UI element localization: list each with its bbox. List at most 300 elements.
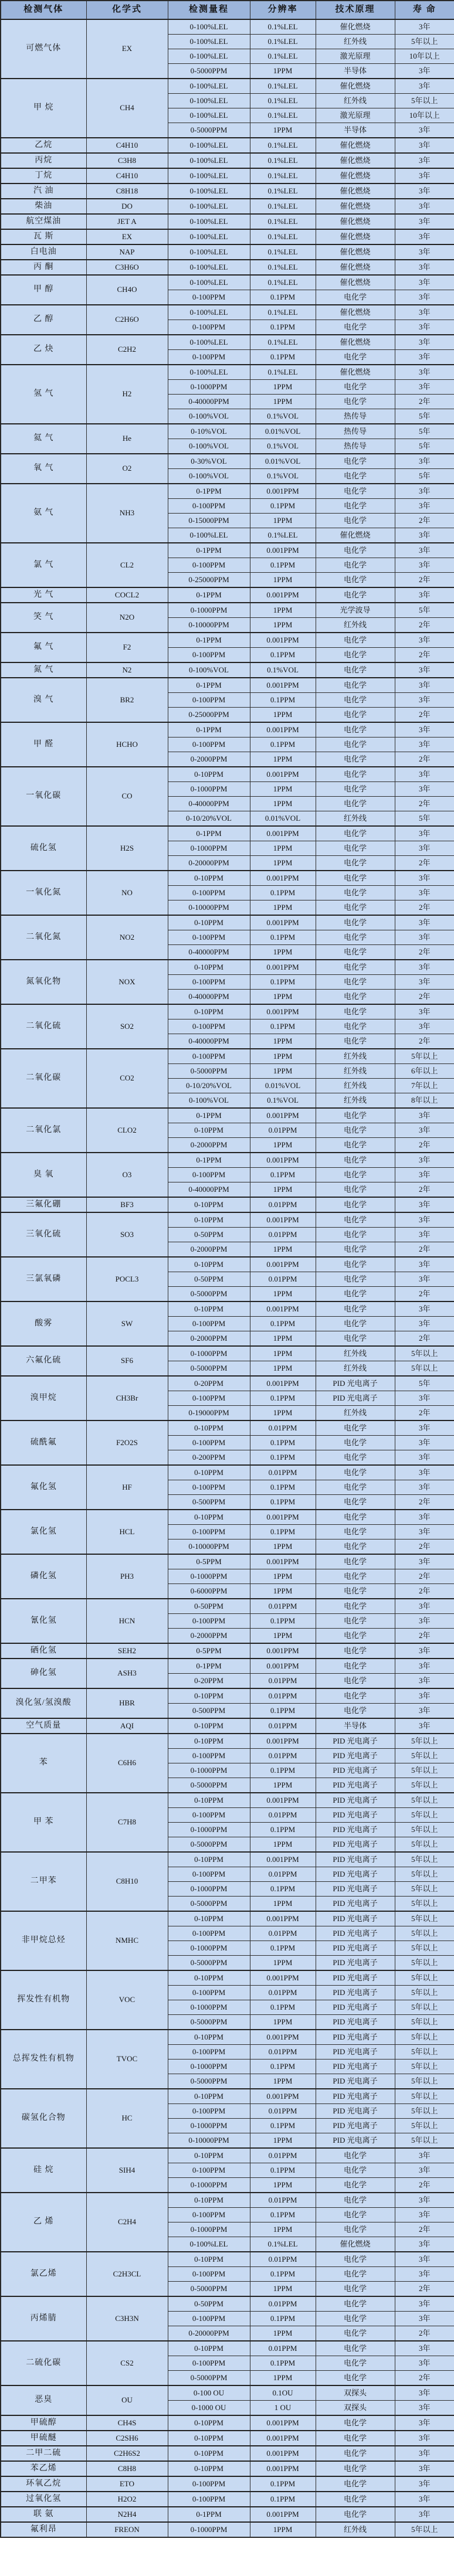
table-row (1, 183, 454, 199)
formula-cell: ETO (86, 2476, 168, 2492)
formula-cell: VOC (86, 1970, 168, 2030)
principle-cell: 电化学 (316, 1317, 395, 1331)
gas-name-cell: 六氟化硫 (1, 1346, 86, 1376)
lifespan-cell: 3年 (395, 1554, 454, 1569)
formula-cell: CH4O (86, 275, 168, 305)
lifespan-cell: 3年 (395, 633, 454, 648)
range-cell: 0-50PPM (168, 1272, 250, 1287)
resolution-cell: 0.01%VOL (250, 454, 316, 469)
lifespan-cell: 2年 (395, 900, 454, 916)
resolution-cell: 1PPM (250, 782, 316, 797)
gas-name-cell: 氧 气 (1, 454, 86, 484)
resolution-cell: 0.01%VOL (250, 424, 316, 439)
range-cell: 0-100PPM (168, 1867, 250, 1882)
table-row (1, 2492, 454, 2507)
table-row (1, 365, 454, 380)
range-cell: 0-500PPM (168, 1495, 250, 1510)
table-row (1, 2461, 454, 2476)
principle-cell: PID 光电离子 (316, 1778, 395, 1793)
principle-cell: 催化燃烧 (316, 275, 395, 290)
lifespan-cell: 3年 (395, 1643, 454, 1659)
formula-cell: DO (86, 199, 168, 214)
gas-name-cell: 碳氢化合物 (1, 2089, 86, 2148)
principle-cell: 催化燃烧 (316, 79, 395, 94)
table-row (1, 229, 454, 244)
principle-cell: 红外线 (316, 1093, 395, 1109)
lifespan-cell: 2年 (395, 708, 454, 723)
lifespan-cell: 5年以上 (395, 35, 454, 49)
principle-cell: 电化学 (316, 1674, 395, 1689)
lifespan-cell: 2年 (395, 1182, 454, 1198)
formula-cell: C8H10 (86, 1852, 168, 1911)
resolution-cell: 0.001PPM (250, 1659, 316, 1674)
range-cell: 0-5000PPM (168, 2371, 250, 2386)
range-cell: 0-10PPM (168, 2341, 250, 2356)
formula-cell: NAP (86, 244, 168, 260)
formula-cell: CO (86, 767, 168, 826)
table-row (1, 662, 454, 678)
principle-cell: 电化学 (316, 454, 395, 469)
gas-name-cell: 挥发性有机物 (1, 1970, 86, 2030)
range-cell: 0-1000PPM (168, 1823, 250, 1837)
principle-cell: 电化学 (316, 782, 395, 797)
gas-name-cell: 臭 氧 (1, 1153, 86, 1197)
resolution-cell: 0.1PPM (250, 2492, 316, 2507)
range-cell: 0-10/20%VOL (168, 1079, 250, 1093)
lifespan-cell: 3年 (395, 722, 454, 738)
header-lifespan: 寿 命 (395, 1, 454, 19)
range-cell: 0-1000PPM (168, 2178, 250, 2193)
principle-cell: PID 光电离子 (316, 2119, 395, 2133)
lifespan-cell: 3年 (395, 1168, 454, 1182)
resolution-cell: 0.01PPM (250, 1986, 316, 2000)
gas-name-cell: 联 氨 (1, 2507, 86, 2522)
gas-name-cell: 二氧化碳 (1, 1049, 86, 1108)
resolution-cell: 0.001PPM (250, 1108, 316, 1123)
range-cell: 0-1000PPM (168, 2000, 250, 2015)
range-cell: 0-200PPM (168, 1450, 250, 1466)
principle-cell: 电化学 (316, 2296, 395, 2312)
resolution-cell: 0.1PPM (250, 1495, 316, 1510)
resolution-cell: 0.001PPM (250, 678, 316, 693)
principle-cell: 电化学 (316, 633, 395, 648)
range-cell: 0-10PPM (168, 2446, 250, 2461)
principle-cell: 催化燃烧 (316, 365, 395, 380)
range-cell: 0-2000PPM (168, 752, 250, 767)
range-cell: 0-5000PPM (168, 64, 250, 79)
lifespan-cell: 2年 (395, 1034, 454, 1049)
range-cell: 0-100PPM (168, 1926, 250, 1941)
table-row (1, 1420, 454, 1436)
lifespan-cell: 2年 (395, 1287, 454, 1302)
resolution-cell: 0.01PPM (250, 2148, 316, 2163)
resolution-cell: 0.01PPM (250, 2193, 316, 2208)
lifespan-cell: 3年 (395, 1688, 454, 1704)
resolution-cell: 0.001PPM (250, 2030, 316, 2045)
lifespan-cell: 3年 (395, 1108, 454, 1123)
principle-cell: 电化学 (316, 1554, 395, 1569)
resolution-cell: 0.1%LEL (250, 108, 316, 123)
gas-name-cell: 二氧化氮 (1, 915, 86, 960)
principle-cell: 电化学 (316, 1688, 395, 1704)
resolution-cell: 0.01PPM (250, 1228, 316, 1242)
lifespan-cell: 3年 (395, 975, 454, 990)
resolution-cell: 0.1%VOL (250, 662, 316, 678)
gas-name-cell: 二氧化硫 (1, 1004, 86, 1049)
resolution-cell: 0.1PPM (250, 2000, 316, 2015)
table-row (1, 2089, 454, 2104)
table-row (1, 1376, 454, 1391)
range-cell: 0-100PPM (168, 2476, 250, 2492)
table-row (1, 1718, 454, 1734)
resolution-cell: 0.001PPM (250, 2446, 316, 2461)
resolution-cell: 1PPM (250, 603, 316, 618)
resolution-cell: 1PPM (250, 856, 316, 871)
principle-cell: PID 光电离子 (316, 1867, 395, 1882)
table-row (1, 454, 454, 469)
lifespan-cell: 3年 (395, 886, 454, 900)
table-row (1, 915, 454, 930)
table-row (1, 2193, 454, 2208)
table-header (1, 1, 454, 19)
resolution-cell: 1PPM (250, 2015, 316, 2030)
range-cell: 0-100PPM (168, 1436, 250, 1450)
principle-cell: 电化学 (316, 1614, 395, 1629)
principle-cell: 催化燃烧 (316, 214, 395, 229)
resolution-cell: 0.1%LEL (250, 244, 316, 260)
range-cell: 0-100PPM (168, 1749, 250, 1763)
resolution-cell: 1 OU (250, 2401, 316, 2416)
lifespan-cell: 3年 (395, 1718, 454, 1734)
principle-cell: 电化学 (316, 1301, 395, 1317)
principle-cell: 电化学 (316, 1599, 395, 1614)
gas-name-cell: 氯化氢 (1, 1510, 86, 1554)
principle-cell: 电化学 (316, 975, 395, 990)
principle-cell: PID 光电离子 (316, 1986, 395, 2000)
principle-cell: PID 光电离子 (316, 1882, 395, 1897)
lifespan-cell: 5年以上 (395, 1361, 454, 1377)
principle-cell: PID 光电离子 (316, 2030, 395, 2045)
lifespan-cell: 5年以上 (395, 1941, 454, 1956)
resolution-cell: 0.001PPM (250, 1643, 316, 1659)
table-row (1, 2296, 454, 2312)
table-row (1, 1659, 454, 1674)
lifespan-cell: 3年 (395, 168, 454, 183)
range-cell: 0-1PPM (168, 722, 250, 738)
resolution-cell: 1PPM (250, 1956, 316, 1971)
principle-cell: 电化学 (316, 930, 395, 945)
resolution-cell: 0.001PPM (250, 826, 316, 841)
lifespan-cell: 5年以上 (395, 2000, 454, 2015)
resolution-cell: 0.01PPM (250, 1867, 316, 1882)
resolution-cell: 1PPM (250, 395, 316, 409)
table-row (1, 678, 454, 693)
principle-cell: 电化学 (316, 990, 395, 1005)
range-cell: 0-1PPM (168, 587, 250, 603)
range-cell: 0-1000PPM (168, 2119, 250, 2133)
formula-cell: H2 (86, 365, 168, 424)
resolution-cell: 0.001PPM (250, 1510, 316, 1525)
range-cell: 0-10PPM (168, 1852, 250, 1867)
range-cell: 0-10PPM (168, 1257, 250, 1272)
formula-cell: C6H6 (86, 1734, 168, 1793)
lifespan-cell: 2年 (395, 856, 454, 871)
formula-cell: SF6 (86, 1346, 168, 1376)
lifespan-cell: 3年 (395, 930, 454, 945)
gas-name-cell: 恶臭 (1, 2385, 86, 2415)
range-cell: 0-500PPM (168, 1704, 250, 1719)
formula-cell: BF3 (86, 1197, 168, 1212)
range-cell: 0-100%LEL (168, 168, 250, 183)
range-cell: 0-100%LEL (168, 19, 250, 35)
principle-cell: 电化学 (316, 1465, 395, 1480)
range-cell: 0-100PPM (168, 1317, 250, 1331)
lifespan-cell: 3年 (395, 1480, 454, 1495)
formula-cell: FREON (86, 2522, 168, 2537)
lifespan-cell: 2年 (395, 573, 454, 588)
lifespan-cell: 3年 (395, 693, 454, 708)
principle-cell: PID 光电离子 (316, 1941, 395, 1956)
resolution-cell: 0.001PPM (250, 543, 316, 558)
formula-cell: C2SH6 (86, 2431, 168, 2446)
resolution-cell: 0.01PPM (250, 2045, 316, 2060)
principle-cell: 催化燃烧 (316, 260, 395, 275)
lifespan-cell: 3年 (395, 138, 454, 153)
table-row (1, 199, 454, 214)
table-row (1, 1257, 454, 1272)
resolution-cell: 0.001PPM (250, 1852, 316, 1867)
principle-cell: 光学波导 (316, 603, 395, 618)
resolution-cell: 0.1%LEL (250, 275, 316, 290)
resolution-cell: 0.001PPM (250, 2415, 316, 2431)
gas-name-cell: 二甲二硫 (1, 2446, 86, 2461)
header-row (1, 1, 454, 19)
principle-cell: PID 光电离子 (316, 1897, 395, 1912)
range-cell: 0-10PPM (168, 1718, 250, 1734)
formula-cell: F2 (86, 633, 168, 662)
table-row (1, 587, 454, 603)
principle-cell: PID 光电离子 (316, 2060, 395, 2074)
table-row (1, 543, 454, 558)
resolution-cell: 1PPM (250, 1569, 316, 1584)
formula-cell: CO2 (86, 1049, 168, 1108)
formula-cell: EX (86, 229, 168, 244)
lifespan-cell: 3年 (395, 1704, 454, 1719)
range-cell: 0-1PPM (168, 1659, 250, 1674)
principle-cell: 催化燃烧 (316, 528, 395, 543)
range-cell: 0-5000PPM (168, 1064, 250, 1079)
principle-cell: 电化学 (316, 2476, 395, 2492)
range-cell: 0-30%VOL (168, 454, 250, 469)
principle-cell: 电化学 (316, 514, 395, 528)
resolution-cell: 0.001PPM (250, 915, 316, 930)
formula-cell: C2H3CL (86, 2252, 168, 2296)
range-cell: 0-100%LEL (168, 229, 250, 244)
lifespan-cell: 2年 (395, 1495, 454, 1510)
resolution-cell: 0.1%LEL (250, 94, 316, 108)
lifespan-cell: 3年 (395, 275, 454, 290)
range-cell: 0-10000PPM (168, 618, 250, 633)
principle-cell: PID 光电离子 (316, 1808, 395, 1823)
resolution-cell: 1PPM (250, 841, 316, 856)
lifespan-cell: 2年 (395, 2371, 454, 2386)
resolution-cell: 0.1PPM (250, 1704, 316, 1719)
lifespan-cell: 3年 (395, 1153, 454, 1168)
gas-name-cell: 溴甲烷 (1, 1376, 86, 1420)
lifespan-cell: 5年以上 (395, 1897, 454, 1912)
lifespan-cell: 3年 (395, 2341, 454, 2356)
lifespan-cell: 3年 (395, 2296, 454, 2312)
principle-cell: 电化学 (316, 1659, 395, 1674)
table-row (1, 214, 454, 229)
formula-cell: NMHC (86, 1911, 168, 1970)
range-cell: 0-10PPM (168, 2252, 250, 2267)
resolution-cell: 0.1%LEL (250, 305, 316, 320)
gas-name-cell: 磷化氢 (1, 1554, 86, 1599)
resolution-cell: 0.001PPM (250, 1004, 316, 1019)
lifespan-cell: 3年 (395, 2252, 454, 2267)
range-cell: 0-1000PPM (168, 1569, 250, 1584)
table-row (1, 1599, 454, 1614)
resolution-cell: 1PPM (250, 708, 316, 723)
range-cell: 0-100PPM (168, 290, 250, 305)
resolution-cell: 0.1PPM (250, 1823, 316, 1837)
principle-cell: 电化学 (316, 543, 395, 558)
resolution-cell: 0.1%LEL (250, 79, 316, 94)
gas-name-cell: 砷化氢 (1, 1659, 86, 1688)
lifespan-cell: 2年 (395, 2178, 454, 2193)
lifespan-cell: 3年 (395, 2492, 454, 2507)
resolution-cell: 1PPM (250, 1049, 316, 1064)
lifespan-cell: 5年以上 (395, 2045, 454, 2060)
table-row (1, 1465, 454, 1480)
resolution-cell: 1PPM (250, 752, 316, 767)
resolution-cell: 0.001PPM (250, 1554, 316, 1569)
resolution-cell: 1PPM (250, 945, 316, 960)
gas-name-cell: 硫化氢 (1, 826, 86, 871)
lifespan-cell: 3年 (395, 1614, 454, 1629)
principle-cell: PID 光电离子 (316, 1970, 395, 1986)
formula-cell: C7H8 (86, 1793, 168, 1852)
lifespan-cell: 3年 (395, 305, 454, 320)
principle-cell: 电化学 (316, 1420, 395, 1436)
principle-cell: 催化燃烧 (316, 138, 395, 153)
lifespan-cell: 5年以上 (395, 1749, 454, 1763)
lifespan-cell: 3年 (395, 662, 454, 678)
gas-name-cell: 丙烷 (1, 153, 86, 168)
resolution-cell: 0.01%VOL (250, 1079, 316, 1093)
principle-cell: 电化学 (316, 1108, 395, 1123)
range-cell: 0-1000PPM (168, 782, 250, 797)
table-row (1, 79, 454, 94)
resolution-cell: 0.1%VOL (250, 469, 316, 484)
table-row (1, 1734, 454, 1749)
range-cell: 0-1000PPM (168, 1882, 250, 1897)
lifespan-cell: 3年 (395, 1257, 454, 1272)
principle-cell: 红外线 (316, 811, 395, 827)
principle-cell: 红外线 (316, 35, 395, 49)
resolution-cell: 0.1PPM (250, 693, 316, 708)
lifespan-cell: 2年 (395, 395, 454, 409)
resolution-cell: 0.1PPM (250, 290, 316, 305)
table-row (1, 1108, 454, 1123)
range-cell: 0-100PPM (168, 1480, 250, 1495)
principle-cell: 电化学 (316, 2415, 395, 2431)
formula-cell: C2H6O (86, 305, 168, 335)
table-row (1, 275, 454, 290)
principle-cell: 电化学 (316, 290, 395, 305)
principle-cell: 电化学 (316, 856, 395, 871)
range-cell: 0-5000PPM (168, 1778, 250, 1793)
resolution-cell: 0.1PPM (250, 2267, 316, 2282)
lifespan-cell: 2年 (395, 945, 454, 960)
resolution-cell: 0.1%LEL (250, 214, 316, 229)
range-cell: 0-10PPM (168, 1004, 250, 1019)
principle-cell: 红外线 (316, 618, 395, 633)
gas-name-cell: 氟利昂 (1, 2522, 86, 2537)
resolution-cell: 0.001PPM (250, 1734, 316, 1749)
lifespan-cell: 3年 (395, 2431, 454, 2446)
resolution-cell: 0.001PPM (250, 722, 316, 738)
resolution-cell: 0.01PPM (250, 1688, 316, 1704)
resolution-cell: 1PPM (250, 1331, 316, 1347)
gas-name-cell: 二氧化氯 (1, 1108, 86, 1153)
formula-cell: F2O2S (86, 1420, 168, 1465)
lifespan-cell: 3年 (395, 738, 454, 752)
table-row (1, 2341, 454, 2356)
resolution-cell: 0.01PPM (250, 1197, 316, 1212)
lifespan-cell: 3年 (395, 2385, 454, 2401)
lifespan-cell: 3年 (395, 153, 454, 168)
table-row (1, 1301, 454, 1317)
table-row (1, 168, 454, 183)
table-row (1, 871, 454, 886)
principle-cell: 电化学 (316, 1540, 395, 1555)
lifespan-cell: 2年 (395, 2282, 454, 2297)
resolution-cell: 0.1%LEL (250, 260, 316, 275)
principle-cell: 半导体 (316, 64, 395, 79)
principle-cell: 电化学 (316, 1272, 395, 1287)
lifespan-cell: 3年 (395, 2148, 454, 2163)
formula-cell: HCHO (86, 722, 168, 767)
range-cell: 0-100PPM (168, 693, 250, 708)
resolution-cell: 0.01PPM (250, 1749, 316, 1763)
principle-cell: 半导体 (316, 1718, 395, 1734)
lifespan-cell: 2年 (395, 990, 454, 1005)
lifespan-cell: 2年 (395, 648, 454, 663)
range-cell: 0-1PPM (168, 2507, 250, 2522)
lifespan-cell: 5年以上 (395, 1808, 454, 1823)
gas-name-cell: 甲 醛 (1, 722, 86, 767)
range-cell: 0-100%VOL (168, 409, 250, 424)
lifespan-cell: 3年 (395, 2446, 454, 2461)
range-cell: 0-100PPM (168, 1019, 250, 1034)
range-cell: 0-5PPM (168, 1643, 250, 1659)
resolution-cell: 0.1PPM (250, 2476, 316, 2492)
principle-cell: 电化学 (316, 1197, 395, 1212)
principle-cell: 电化学 (316, 2326, 395, 2341)
resolution-cell: 0.1PPM (250, 1168, 316, 1182)
formula-cell: HBR (86, 1688, 168, 1718)
range-cell: 0-1PPM (168, 1108, 250, 1123)
principle-cell: 电化学 (316, 2341, 395, 2356)
resolution-cell: 0.1OU (250, 2385, 316, 2401)
range-cell: 0-100 OU (168, 2385, 250, 2401)
gas-name-cell: 非甲烷总烃 (1, 1911, 86, 1970)
lifespan-cell: 5年以上 (395, 1911, 454, 1926)
range-cell: 0-5000PPM (168, 123, 250, 138)
range-cell: 0-100PPM (168, 648, 250, 663)
